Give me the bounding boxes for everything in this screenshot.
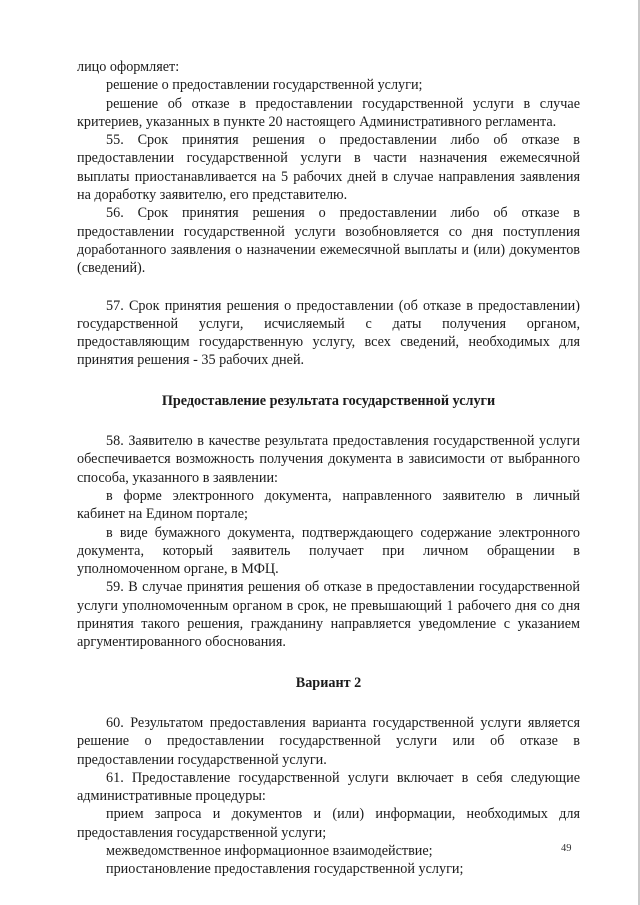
section-heading-variant-2: Вариант 2 [295, 674, 362, 691]
paragraph-57: 57. Срок принятия решения о предоставлении (об отказе в предоставлении) государственной услуги, исчисляемый с даты получения органом, предоставляющим государственную услугу, всех сведений, необходимых для принятия решения - 35 рабочих дней. [77, 297, 580, 369]
paragraph-procedure-suspension: приостановление предоставления государственной услуги; [106, 861, 464, 878]
paragraph-58: 58. Заявителю в качестве результата предоставления государственной услуги обеспечивается возможность получения документа в зависимости от выбранного способа, указанного в заявлении: [77, 433, 580, 486]
paragraph-procedure-interagency: межведомственное информационное взаимодействие; [106, 842, 433, 859]
paragraph-procedure-intake: прием запроса и документов и (или) информации, необходимых для предоставления государственной услуги; [77, 806, 580, 841]
paragraph-decision-refusal: решение об отказе в предоставлении государственной услуги в случае критериев, указанных в пункте 20 настоящего Административного регламента. [77, 95, 580, 130]
paragraph-56: 56. Срок принятия решения о предоставлении либо об отказе в предоставлении государственной услуги возобновляется со дня поступления доработанного заявления о назначении ежемесячной выплаты и (или) документов (сведений). [77, 205, 580, 277]
spacer [77, 370, 580, 392]
paragraph-intro: лицо оформляет: [77, 59, 180, 75]
spacer [77, 692, 580, 714]
paragraph-60: 60. Результатом предоставления варианта государственной услуги является решение о предоставлении государственной услуги или об отказе в предоставлении государственной услуги. [77, 714, 580, 768]
spacer [77, 410, 580, 432]
paragraph-electronic-form: в форме электронного документа, направленного заявителю в личный кабинет на Едином портале; [77, 487, 580, 523]
paragraph-paper-form: в виде бумажного документа, подтверждающего содержание электронного документа, который заявитель получает при личном обращении в уполномоченном органе, в МФЦ. [77, 524, 580, 578]
paragraph-61: 61. Предоставление государственной услуги включает в себя следующие административные процедуры: [77, 769, 580, 805]
spacer [77, 278, 580, 297]
spacer [77, 652, 580, 674]
paragraph-55: 55. Срок принятия решения о предоставлении либо об отказе в предоставлении государственной услуги в части назначения ежемесячной выплаты приостанавливается на 5 рабочих дней в случае направления заявления на доработку заявителю, его представителю. [77, 132, 580, 204]
document-body [77, 58, 580, 879]
section-heading-result: Предоставление результата государственной услуги [161, 392, 496, 409]
paragraph-59: 59. В случае принятия решения об отказе в предоставлении государственной услуги уполномоченным органом в срок, не превышающий 1 рабочего дня со дня принятия такого решения, гражданину направляется уведомление с указанием аргументированного обоснования. [77, 579, 580, 651]
page-number: 49 [561, 843, 572, 854]
paragraph-decision-grant: решение о предоставлении государственной услуги; [106, 77, 423, 94]
